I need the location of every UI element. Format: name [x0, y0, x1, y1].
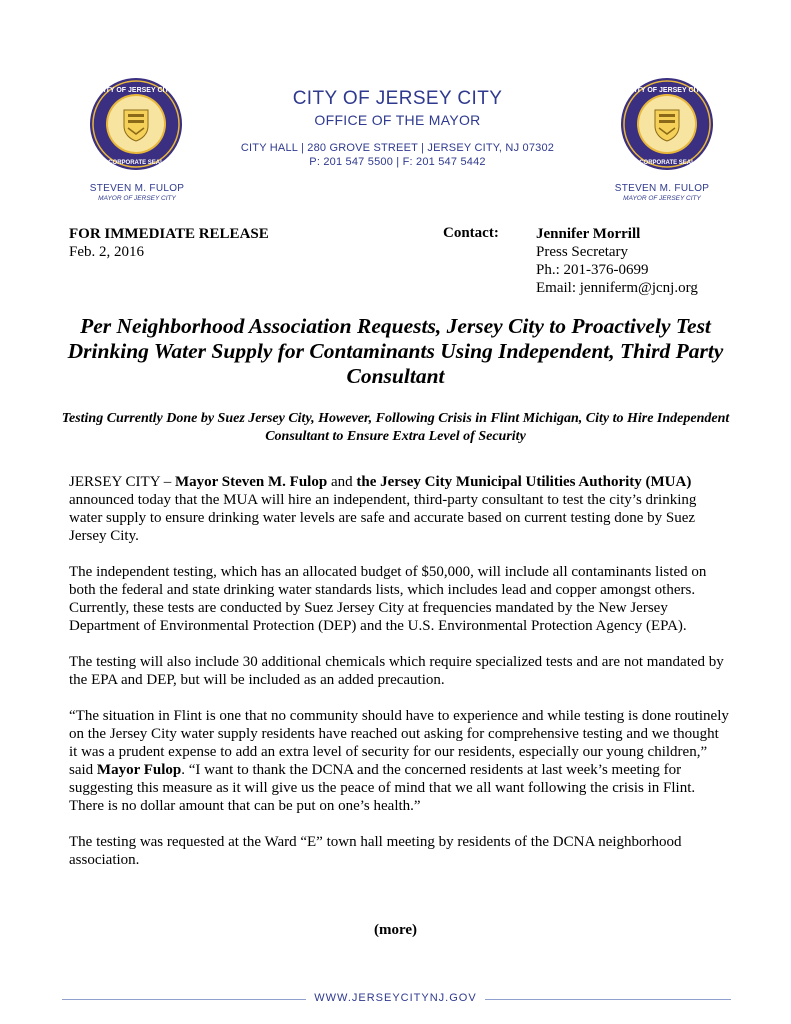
- seal-top-text: CITY OF JERSEY CITY: [98, 87, 174, 94]
- letterhead-address: CITY HALL | 280 GROVE STREET | JERSEY CITY, NJ 07302: [240, 142, 555, 154]
- seal-bottom-text: CORPORATE SEAL: [639, 160, 695, 166]
- paragraph-text: and: [327, 474, 357, 490]
- letterhead: [200, 88, 595, 168]
- paragraph-3: The testing will also include 30 additional chemicals which require specialized tests and are not mandated by the EPA and DEP, but will be included as an added precaution.: [69, 654, 724, 688]
- dateline: JERSEY CITY –: [69, 474, 175, 490]
- paragraph-5: The testing was requested at the Ward “E” town hall meeting by residents of the DCNA neighborhood association.: [69, 834, 682, 868]
- mayor-signature-left: [52, 183, 222, 202]
- mayor-title: MAYOR OF JERSEY CITY: [98, 195, 176, 202]
- headline: Per Neighborhood Association Requests, Jersey City to Proactively Test Drinking Water Supply for Contaminants Using Independent, Third Party Consultant: [67, 314, 724, 388]
- bold-mua: the Jersey City Municipal Utilities Authority (MUA): [356, 474, 692, 490]
- footer-divider-right: [485, 999, 731, 1000]
- contact-phone: Ph.: 201-376-0699: [536, 262, 649, 278]
- city-seal-left-icon: [88, 76, 184, 172]
- paragraph-2: The independent testing, which has an allocated budget of $50,000, will include all contaminants listed on both the federal and state drinking water standards lists, which includes lead and copper amongst others. Currently, these tests are conducted by Suez Jersey City at frequencies mandated by the New Jersey Department of Environmental Protection (DEP) and the U.S. Environmental Protection Agency (EPA).: [69, 564, 707, 634]
- subheadline: Testing Currently Done by Suez Jersey City, However, Following Crisis in Flint Michigan, City to Hire Independent Consultant to Ensure Extra Level of Security: [61, 411, 730, 444]
- contact-block: [536, 225, 698, 297]
- paragraph-4: [69, 707, 729, 815]
- contact-label: Contact:: [443, 225, 499, 241]
- city-seal-right-icon: [619, 76, 715, 172]
- bold-mayor: Mayor Steven M. Fulop: [174, 474, 328, 490]
- paragraph-text: . “I want to thank the DCNA and the concerned residents at last week’s meeting for suggesting this measure as it will give us the peace of mind that we all want following the crisis in Flint. There is no dollar amount that can be put on one’s health.”: [69, 762, 696, 814]
- release-label: FOR IMMEDIATE RELEASE: [69, 226, 269, 242]
- paragraph-text: announced today that the MUA will hire an independent, third-party consultant to test the city’s drinking water supply to ensure drinking water levels are safe and accurate based on current testing done by Suez Jersey City.: [69, 492, 697, 544]
- paragraph-1: [69, 473, 729, 545]
- mayor-name: STEVEN M. FULOP: [614, 183, 710, 194]
- mayor-title: MAYOR OF JERSEY CITY: [623, 195, 701, 202]
- article-body: [69, 473, 729, 887]
- bold-mayor-quote: Mayor Fulop: [96, 762, 182, 778]
- footer-url: WWW.JERSEYCITYNJ.GOV: [314, 992, 477, 1004]
- footer-divider-left: [62, 999, 306, 1000]
- seal-top-text: CITY OF JERSEY CITY: [629, 87, 705, 94]
- release-date: Feb. 2, 2016: [69, 244, 144, 260]
- more-indicator: (more): [373, 922, 418, 938]
- contact-email: Email: jenniferm@jcnj.org: [536, 280, 698, 296]
- mayor-signature-right: [577, 183, 747, 202]
- contact-name: Jennifer Morrill: [536, 226, 641, 242]
- letterhead-office: OFFICE OF THE MAYOR: [314, 112, 481, 128]
- letterhead-phone: P: 201 547 5500 | F: 201 547 5442: [309, 156, 486, 168]
- mayor-name: STEVEN M. FULOP: [89, 183, 185, 194]
- release-block: [69, 225, 269, 261]
- contact-title: Press Secretary: [536, 244, 629, 260]
- letterhead-city: CITY OF JERSEY CITY: [292, 88, 503, 109]
- paragraph-text: “The situation in Flint is one that no community should have to experience and while testing is done routinely on the Jersey City water supply residents have reached out asking for comprehensive testing and we thought it was a prudent expense to add an extra level of security for our residents, especially our young children,” said: [69, 708, 729, 778]
- seal-bottom-text: CORPORATE SEAL: [108, 160, 164, 166]
